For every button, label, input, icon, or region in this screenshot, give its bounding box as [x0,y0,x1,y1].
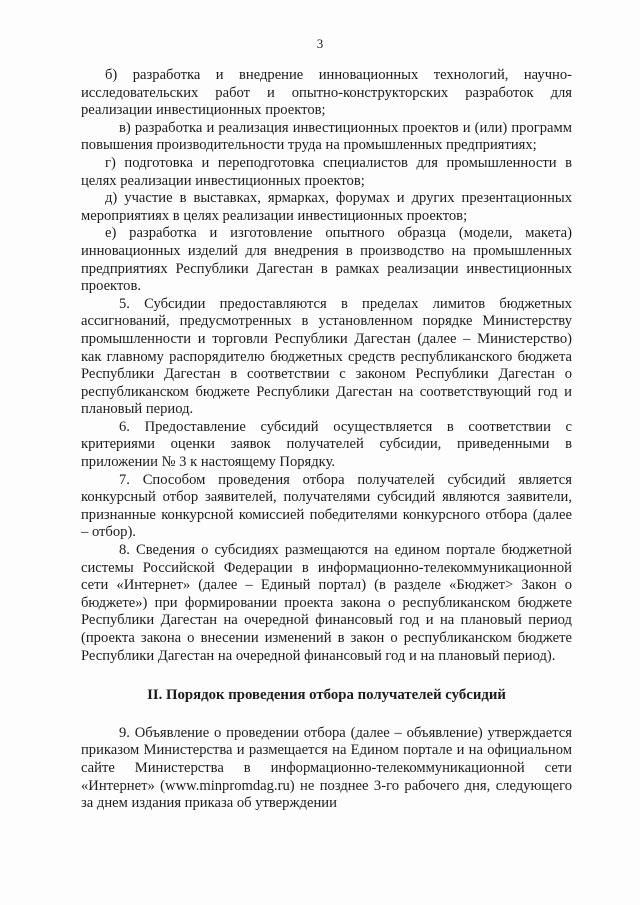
paragraph-item-d: д) участие в выставках, ярмарках, форумах и других презентационных мероприятиях в целях реализации инвестиционных проектов; [81,190,572,224]
section-heading: II. Порядок проведения отбора получателей субсидий [147,687,506,704]
paragraph-item-v: в) разработка и реализация инвестиционных проектов и (или) программ повышения производительности труда на промышленных предприятиях; [81,119,572,154]
paragraph-clause-7: 7. Способом проведения отбора получателей субсидий является конкурсный отбор заявителей, получателями субсидий являются заявители, признанные конкурсной комиссией победителями конкурсного отбора (далее – отбор). [81,471,572,541]
paragraph-item-e: е) разработка и изготовление опытного образца (модели, макета) инновационных изделий для внедрения в производство на промышленных предприятиях Республики Дагестан в рамках реализации инвестиционных проектов. [81,225,572,295]
paragraph-item-b: б) разработка и внедрение инновационных технологий, научно-исследовательских работ и опытно-конструкторских разработок для реализации инвестиционных проектов; [81,67,572,119]
paragraph-clause-8: 8. Сведения о субсидиях размещаются на едином портале бюджетной системы Российской Федерации в информационно-телекоммуникационной сети «Интернет» (далее – Единый портал) (в разделе «Бюджет> Закон о бюджете») при формировании проекта закона о республиканском бюджете Республики Дагестан на очередной финансовый год и на плановый период (проекта закона о внесении изменений в закон о республиканском бюджете Республики Дагестан на очередной финансовый год и на плановый период). [81,542,572,664]
paragraph-clause-6: 6. Предоставление субсидий осуществляется в соответствии с критериями оценки заявок получателей субсидии, приведенными в приложении № 3 к настоящему Порядку. [81,418,572,471]
paragraph-item-g: г) подготовка и переподготовка специалистов для промышленности в целях реализации инвестиционных проектов; [81,154,572,189]
page-number: 3 [316,36,324,51]
document-body [81,67,572,813]
paragraph-clause-9: 9. Объявление о проведении отбора (далее – объявление) утверждается приказом Министерства и размещается на Едином портале и на официальном сайте Министерства в информационно-телекоммуникационной сети «Интернет» (www.minpromdag.ru) не позднее 3-го рабочего дня, следующего за днем издания приказа об утверждении [81,724,572,812]
paragraph-clause-5: 5. Субсидии предоставляются в пределах лимитов бюджетных ассигнований, предусмотренных в установленном порядке Министерству промышленности и торговли Республики Дагестан (далее – Министерство) как главному распорядителю бюджетных средств республиканского бюджета Республики Дагестан в соответствии с законом Республики Дагестан о республиканском бюджете Республики Дагестан на соответствующий год и плановый период. [81,295,572,418]
